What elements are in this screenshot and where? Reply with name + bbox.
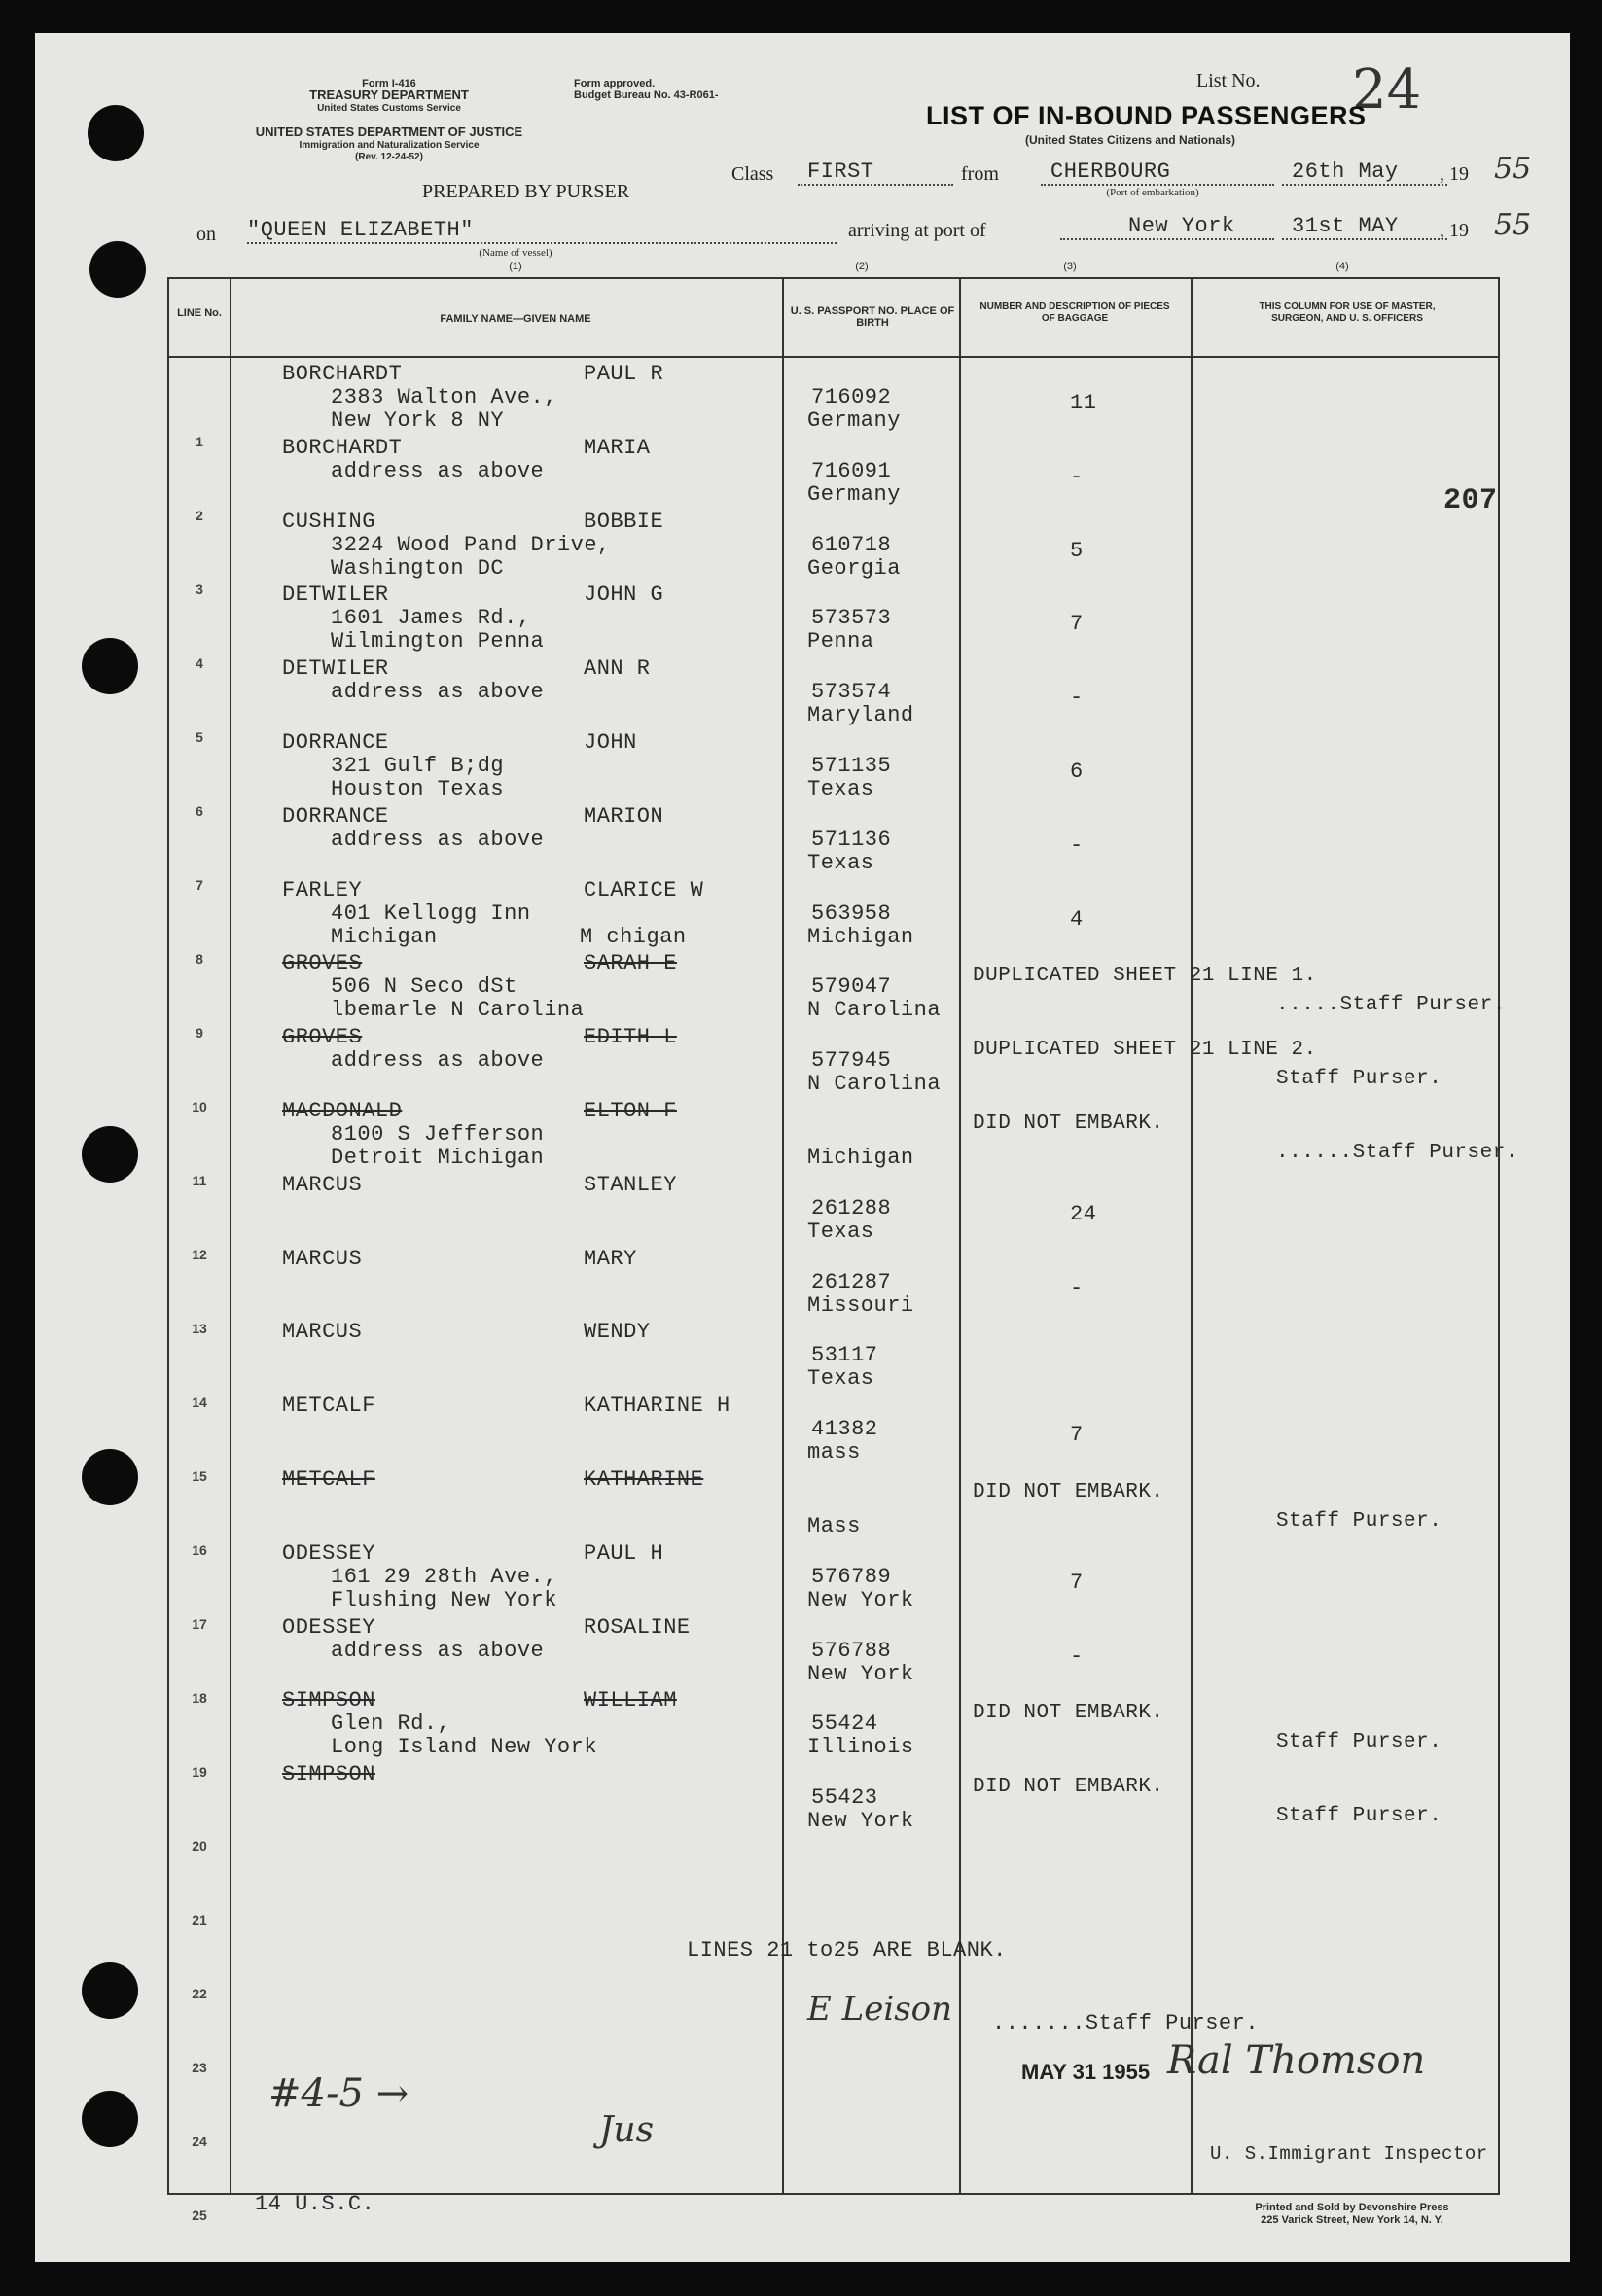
place-of-birth: Georgia [807,556,901,581]
given-name: JOHN [584,730,637,755]
address-line-2b: M chigan [580,925,687,949]
passport-number: 577945 [811,1048,892,1073]
family-name: GROVES [282,951,363,975]
family-name: FARLEY [282,878,363,902]
staff-purser-note: Staff Purser. [1276,1731,1442,1753]
line-number: 11 [192,1173,207,1188]
address-line-1: 506 N Seco dSt [331,974,517,999]
place-of-birth: N Carolina [807,1072,942,1096]
given-name: MARY [584,1247,637,1271]
line-number: 22 [192,1986,207,2001]
family-name: GROVES [282,1025,363,1049]
family-name: MARCUS [282,1173,363,1197]
treasury-dept: TREASURY DEPARTMENT [309,88,469,102]
staff-purser-note: Staff Purser. [1276,1805,1442,1827]
line-number: 25 [192,2208,207,2223]
address-line-1: 161 29 28th Ave., [331,1565,557,1589]
line-number: 16 [192,1542,207,1558]
disposition-note: DID NOT EMBARK. [973,1776,1164,1798]
line-number: 6 [196,803,203,819]
address-line-1: address as above [331,1639,545,1663]
given-name: CLARICE W [584,878,704,902]
col-num-2: (2) [855,261,869,272]
handwritten-note: #4-5 → [268,2071,409,2116]
address-line-1: 8100 S Jefferson [331,1122,545,1147]
place-of-birth: Texas [807,1219,874,1244]
address-line-1: 321 Gulf B;dg [331,754,505,778]
place-of-birth: N Carolina [807,998,942,1022]
vessel-name: "QUEEN ELIZABETH" [247,218,837,244]
baggage-count: - [1070,833,1084,858]
punch-hole [82,1449,138,1505]
baggage-count: - [1070,465,1084,489]
given-name: SARAH E [584,951,677,975]
col-header-line: LINE No. [177,307,222,319]
given-name: MARION [584,804,664,829]
passport-number: 571135 [811,754,892,778]
disposition-note: DUPLICATED SHEET 21 LINE 1. [973,965,1317,987]
punch-hole [88,105,144,161]
family-name: DETWILER [282,583,389,607]
address-line-1: 2383 Walton Ave., [331,385,557,409]
family-name: MACDONALD [282,1099,403,1123]
family-name: ODESSEY [282,1615,375,1640]
col-num-4: (4) [1335,261,1349,272]
family-name: MARCUS [282,1320,363,1344]
customs-service: United States Customs Service [317,103,461,114]
line-number: 17 [192,1616,207,1632]
vessel-caption: (Name of vessel) [479,247,552,259]
passport-number: 563958 [811,901,892,926]
passport-number: 261288 [811,1196,892,1220]
staff-purser-note: Staff Purser. [1276,1068,1442,1090]
passport-number: 716091 [811,459,892,483]
address-line-1: 1601 James Rd., [331,606,531,630]
address-line-2: Washington DC [331,556,505,581]
col-header-officers: THIS COLUMN FOR USE OF MASTER, SURGEON, AND U. S. OFFICERS [1259,301,1436,324]
blank-lines-note: LINES 21 to25 ARE BLANK. [687,1938,1007,1962]
ins-service: Immigration and Naturalization Service [299,140,480,151]
passport-number: 261287 [811,1270,892,1294]
place-of-birth: Penna [807,629,874,653]
line-number: 4 [196,655,203,671]
arrival-year: 55 [1494,208,1532,242]
address-line-2: lbemarle N Carolina [331,998,585,1022]
col-num-3: (3) [1063,261,1077,272]
baggage-count: 5 [1070,539,1084,563]
inspector-signature: Ral Thomson [1167,2038,1426,2083]
passport-number: 55424 [811,1712,878,1736]
place-of-birth: Texas [807,777,874,801]
port-caption: (Port of embarkation) [1106,187,1199,198]
revision: (Rev. 12-24-52) [355,152,423,162]
line-number: 8 [196,951,203,967]
passport-number: 576788 [811,1639,892,1663]
given-name: ROSALINE [584,1615,691,1640]
address-line-2: Flushing New York [331,1588,557,1612]
passport-number: 576789 [811,1565,892,1589]
given-name: KATHARINE [584,1467,704,1492]
given-name: ANN R [584,656,651,681]
passport-number: 716092 [811,385,892,409]
passport-number: 55423 [811,1785,878,1810]
family-name: MARCUS [282,1247,363,1271]
budget-bureau: Budget Bureau No. 43-R061- [574,89,719,101]
family-name: SIMPSON [282,1762,375,1786]
list-no-value: 24 [1352,58,1422,122]
arrival-date: 31st MAY [1282,214,1447,240]
baggage-count: - [1070,686,1084,710]
given-name: WILLIAM [584,1688,677,1713]
inspector-title: U. S.Immigrant Inspector [1210,2143,1488,2165]
line-number: 7 [196,877,203,893]
place-of-birth: Illinois [807,1735,914,1759]
embark-port: CHERBOURG [1041,159,1274,186]
line-number: 3 [196,582,203,597]
col-header-name: FAMILY NAME—GIVEN NAME [440,313,591,325]
handwritten-note-2: Jus [599,2110,655,2150]
list-no-label: List No. [1196,70,1261,91]
header-divider [167,356,1500,358]
family-name: SIMPSON [282,1688,375,1713]
given-name: BOBBIE [584,510,664,534]
line-number: 15 [192,1468,207,1484]
passport-number: 53117 [811,1343,878,1367]
place-of-birth: Germany [807,482,901,507]
year-prefix-1: , 19 [1440,163,1469,185]
staff-purser-note: Staff Purser. [1276,1510,1442,1533]
year-prefix-2: , 19 [1440,220,1469,241]
from-label: from [961,163,999,185]
given-name: MARIA [584,436,651,460]
col-num-1: (1) [509,261,522,272]
disposition-note: DID NOT EMBARK. [973,1702,1164,1724]
given-name: PAUL R [584,362,664,386]
col-divider [230,277,231,2195]
document-subtitle: (United States Citizens and Nationals) [1024,133,1236,147]
baggage-count: 7 [1070,1571,1084,1595]
class-value: FIRST [798,159,953,186]
col-divider [782,277,784,2195]
place-of-birth: Michigan [807,1146,914,1170]
line-number: 20 [192,1838,207,1854]
col-divider [959,277,961,2195]
justice-dept: UNITED STATES DEPARTMENT OF JUSTICE [255,124,523,139]
passport-number: 573573 [811,606,892,630]
printer-line-1: Printed and Sold by Devonshire Press [1255,2202,1449,2213]
statute: 14 U.S.C. [255,2192,375,2216]
form-number: Form I-416 [362,78,416,89]
given-name: KATHARINE H [584,1394,730,1418]
address-line-1: 3224 Wood Pand Drive, [331,533,611,557]
punch-hole [89,241,146,298]
address-line-1: address as above [331,459,545,483]
line-number: 24 [192,2134,207,2149]
line-number: 12 [192,1247,207,1262]
embark-date: 26th May [1282,159,1447,186]
given-name: STANLEY [584,1173,677,1197]
passport-number: 573574 [811,680,892,704]
address-line-1: Glen Rd., [331,1712,451,1736]
punch-hole [82,1126,138,1183]
line-number: 1 [196,434,203,449]
purser-signature: E Leison [807,1990,953,2029]
family-name: METCALF [282,1467,375,1492]
class-label: Class [731,163,774,185]
passport-number: 579047 [811,974,892,999]
passport-number: 571136 [811,828,892,852]
baggage-count: 24 [1070,1202,1097,1226]
given-name: EDITH L [584,1025,677,1049]
address-line-1: address as above [331,680,545,704]
place-of-birth: New York [807,1809,914,1833]
disposition-note: DID NOT EMBARK. [973,1113,1164,1135]
disposition-note: DID NOT EMBARK. [973,1481,1164,1503]
address-line-2: Wilmington Penna [331,629,545,653]
given-name: PAUL H [584,1541,664,1566]
baggage-count: 4 [1070,907,1084,932]
staff-purser-label: .......Staff Purser. [992,2011,1260,2035]
staff-purser-note: ......Staff Purser. [1276,1142,1518,1164]
prepared-by: PREPARED BY PURSER [422,181,630,202]
address-line-2: Long Island New York [331,1735,598,1759]
col-header-baggage: NUMBER AND DESCRIPTION OF PIECES OF BAGGAGE [979,301,1170,324]
address-line-1: 401 Kellogg Inn [331,901,531,926]
place-of-birth: mass [807,1440,861,1465]
given-name: WENDY [584,1320,651,1344]
given-name: JOHN G [584,583,664,607]
address-line-2: New York 8 NY [331,408,505,433]
passport-number: 610718 [811,533,892,557]
line-number: 5 [196,729,203,745]
given-name: ELTON F [584,1099,677,1123]
on-label: on [196,224,216,245]
place-of-birth: Michigan [807,925,914,949]
printer-line-2: 225 Varick Street, New York 14, N. Y. [1261,2214,1443,2226]
baggage-count: - [1070,1276,1084,1300]
place-of-birth: Texas [807,1366,874,1391]
place-of-birth: Maryland [807,703,914,727]
side-number: 207 [1443,484,1498,517]
baggage-count: 7 [1070,1423,1084,1447]
col-header-passport: U. S. PASSPORT NO. PLACE OF BIRTH [790,305,955,329]
family-name: METCALF [282,1394,375,1418]
family-name: DORRANCE [282,804,389,829]
punch-hole [82,2091,138,2147]
line-number: 2 [196,508,203,523]
line-number: 10 [192,1099,207,1114]
document-title: LIST OF IN-BOUND PASSENGERS [926,101,1367,130]
line-number: 23 [192,2060,207,2075]
family-name: DETWILER [282,656,389,681]
address-line-2: Michigan [331,925,438,949]
punch-hole [82,1962,138,2019]
place-of-birth: Germany [807,408,901,433]
address-line-1: address as above [331,828,545,852]
place-of-birth: Missouri [807,1293,914,1318]
line-number: 13 [192,1321,207,1336]
line-number: 21 [192,1912,207,1927]
line-number: 9 [196,1025,203,1041]
passport-number: 41382 [811,1417,878,1441]
baggage-count: - [1070,1644,1084,1669]
address-line-2: Houston Texas [331,777,505,801]
embark-year: 55 [1494,152,1532,186]
place-of-birth: New York [807,1588,914,1612]
line-number: 18 [192,1690,207,1706]
form-approved: Form approved. [574,78,656,89]
line-number: 14 [192,1395,207,1410]
place-of-birth: New York [807,1662,914,1686]
baggage-count: 11 [1070,391,1097,415]
family-name: BORCHARDT [282,362,403,386]
disposition-note: DUPLICATED SHEET 21 LINE 2. [973,1039,1317,1061]
line-number: 19 [192,1764,207,1780]
arriving-label: arriving at port of [848,220,986,241]
baggage-count: 6 [1070,759,1084,784]
address-line-2: Detroit Michigan [331,1146,545,1170]
family-name: ODESSEY [282,1541,375,1566]
place-of-birth: Texas [807,851,874,875]
date-stamp: MAY 31 1955 [1021,2060,1151,2084]
family-name: BORCHARDT [282,436,403,460]
baggage-count: 7 [1070,612,1084,636]
family-name: CUSHING [282,510,375,534]
family-name: DORRANCE [282,730,389,755]
punch-hole [82,638,138,694]
staff-purser-note: .....Staff Purser. [1276,994,1506,1016]
arrival-port: New York [1060,214,1274,240]
address-line-1: address as above [331,1048,545,1073]
place-of-birth: Mass [807,1514,861,1538]
col-divider [1191,277,1193,2195]
